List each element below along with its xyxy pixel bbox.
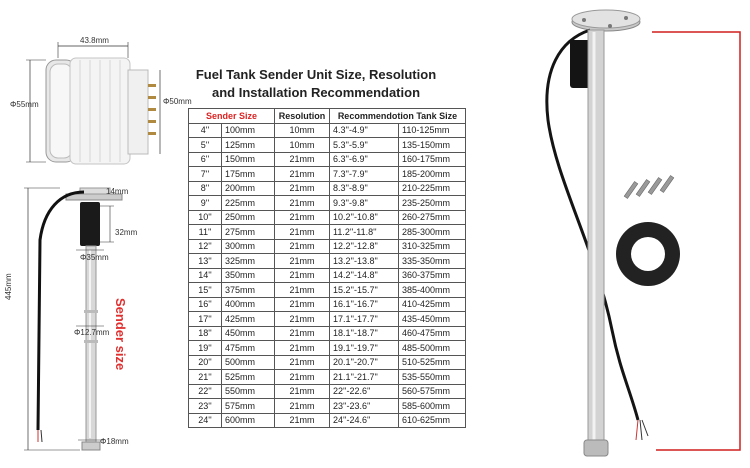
table-cell: 600mm: [222, 413, 275, 428]
table-cell: 21mm: [275, 210, 330, 225]
table-cell: 8'': [189, 181, 222, 196]
table-cell: 135-150mm: [399, 138, 466, 153]
table-cell: 18'': [189, 326, 222, 341]
table-cell: 335-350mm: [399, 254, 466, 269]
bottom-diameter-label: Φ18mm: [100, 437, 129, 446]
table-cell: 20'': [189, 355, 222, 370]
title-line-1: Fuel Tank Sender Unit Size, Resolution: [195, 67, 437, 82]
header-tank-size: Recommendotion Tank Size: [330, 109, 466, 124]
title-line-2: and Installation Recommendation: [211, 85, 421, 100]
table-cell: 13.2''-13.8'': [330, 254, 399, 269]
table-cell: 500mm: [222, 355, 275, 370]
table-cell: 425mm: [222, 312, 275, 327]
table-cell: 160-175mm: [399, 152, 466, 167]
table-cell: 14'': [189, 268, 222, 283]
table-cell: 10'': [189, 210, 222, 225]
table-cell: 12.2''-12.8'': [330, 239, 399, 254]
table-cell: 11'': [189, 225, 222, 240]
table-cell: 14.2''-14.8'': [330, 268, 399, 283]
table-cell: 7.3''-7.9'': [330, 167, 399, 182]
table-cell: 21mm: [275, 268, 330, 283]
table-cell: 375mm: [222, 283, 275, 298]
table-cell: 21mm: [275, 384, 330, 399]
table-cell: 225mm: [222, 196, 275, 211]
table-row: [189, 196, 466, 211]
table-cell: 535-550mm: [399, 370, 466, 385]
table-cell: 250mm: [222, 210, 275, 225]
table-row: [189, 167, 466, 182]
table-cell: 21mm: [275, 312, 330, 327]
table-row: [189, 152, 466, 167]
page-title: [186, 66, 446, 102]
table-cell: 21mm: [275, 355, 330, 370]
table-cell: 525mm: [222, 370, 275, 385]
table-cell: 610-625mm: [399, 413, 466, 428]
table-cell: 24'': [189, 413, 222, 428]
table-cell: 12'': [189, 239, 222, 254]
table-cell: 18.1''-18.7'': [330, 326, 399, 341]
table-cell: 175mm: [222, 167, 275, 182]
table-cell: 21mm: [275, 152, 330, 167]
table-cell: 15'': [189, 283, 222, 298]
table-cell: 510-525mm: [399, 355, 466, 370]
table-cell: 385-400mm: [399, 283, 466, 298]
table-cell: 21mm: [275, 341, 330, 356]
table-cell: 17.1''-17.7'': [330, 312, 399, 327]
table-row: [189, 254, 466, 269]
table-cell: 260-275mm: [399, 210, 466, 225]
gauge-width-label: 43.8mm: [80, 36, 109, 45]
table-row: [189, 355, 466, 370]
table-cell: 21mm: [275, 196, 330, 211]
table-cell: 10.2''-10.8'': [330, 210, 399, 225]
sender-size-label: Sender size: [113, 298, 128, 371]
spec-table: [188, 108, 466, 428]
table-cell: 275mm: [222, 225, 275, 240]
table-row: [189, 326, 466, 341]
table-row: [189, 225, 466, 240]
sender-drawing: [0, 180, 190, 468]
table-cell: 21mm: [275, 399, 330, 414]
table-cell: 5.3''-5.9'': [330, 138, 399, 153]
table-row: [189, 239, 466, 254]
table-row: [189, 341, 466, 356]
table-cell: 8.3''-8.9'': [330, 181, 399, 196]
table-cell: 110-125mm: [399, 123, 466, 138]
table-cell: 21mm: [275, 181, 330, 196]
table-cell: 21mm: [275, 239, 330, 254]
table-cell: 235-250mm: [399, 196, 466, 211]
table-body: [189, 123, 466, 428]
header-resolution: Resolution: [275, 109, 330, 124]
table-row: [189, 283, 466, 298]
table-cell: 23'': [189, 399, 222, 414]
table-cell: 4.3''-4.9'': [330, 123, 399, 138]
table-cell: 22''-22.6'': [330, 384, 399, 399]
table-header-row: [189, 109, 466, 124]
table-row: [189, 268, 466, 283]
table-cell: 21mm: [275, 167, 330, 182]
table-cell: 10mm: [275, 138, 330, 153]
table-cell: 22'': [189, 384, 222, 399]
table-cell: 19.1''-19.7'': [330, 341, 399, 356]
sender-length-label: 445mm: [4, 273, 13, 300]
table-cell: 16'': [189, 297, 222, 312]
table-cell: 185-200mm: [399, 167, 466, 182]
table-cell: 20.1''-20.7'': [330, 355, 399, 370]
header-sender-size: Sender Size: [189, 109, 275, 124]
table-cell: 325mm: [222, 254, 275, 269]
table-cell: 9.3''-9.8'': [330, 196, 399, 211]
table-cell: 300mm: [222, 239, 275, 254]
table-row: [189, 210, 466, 225]
table-cell: 21mm: [275, 225, 330, 240]
table-cell: 585-600mm: [399, 399, 466, 414]
table-cell: 4'': [189, 123, 222, 138]
table-row: [189, 370, 466, 385]
table-cell: 150mm: [222, 152, 275, 167]
table-cell: 350mm: [222, 268, 275, 283]
table-cell: 21.1''-21.7'': [330, 370, 399, 385]
table-cell: 5'': [189, 138, 222, 153]
table-cell: 21mm: [275, 283, 330, 298]
table-row: [189, 384, 466, 399]
table-row: [189, 123, 466, 138]
table-row: [189, 413, 466, 428]
table-cell: 21mm: [275, 254, 330, 269]
table-cell: 6.3''-6.9'': [330, 152, 399, 167]
table-cell: 21mm: [275, 297, 330, 312]
table-cell: 21mm: [275, 413, 330, 428]
table-cell: 410-425mm: [399, 297, 466, 312]
flange-height-label: 14mm: [106, 187, 129, 196]
table-cell: 450mm: [222, 326, 275, 341]
gauge-height-label: Φ55mm: [10, 100, 39, 109]
table-cell: 310-325mm: [399, 239, 466, 254]
table-cell: 210-225mm: [399, 181, 466, 196]
table-cell: 17'': [189, 312, 222, 327]
table-cell: 200mm: [222, 181, 275, 196]
table-cell: 400mm: [222, 297, 275, 312]
table-cell: 19'': [189, 341, 222, 356]
float-height-label: 32mm: [115, 228, 138, 237]
table-cell: 125mm: [222, 138, 275, 153]
table-row: [189, 138, 466, 153]
table-cell: 285-300mm: [399, 225, 466, 240]
gauge-body-label: Φ50mm: [163, 97, 192, 106]
table-cell: 21mm: [275, 326, 330, 341]
table-cell: 6'': [189, 152, 222, 167]
table-cell: 475mm: [222, 341, 275, 356]
table-cell: 21'': [189, 370, 222, 385]
table-cell: 550mm: [222, 384, 275, 399]
table-cell: 460-475mm: [399, 326, 466, 341]
table-row: [189, 297, 466, 312]
table-cell: 7'': [189, 167, 222, 182]
table-cell: 11.2''-11.8'': [330, 225, 399, 240]
table-cell: 360-375mm: [399, 268, 466, 283]
rod-diameter-label: Φ12.7mm: [74, 328, 110, 337]
table-row: [189, 312, 466, 327]
table-cell: 15.2''-15.7'': [330, 283, 399, 298]
table-cell: 16.1''-16.7'': [330, 297, 399, 312]
table-cell: 9'': [189, 196, 222, 211]
table-cell: 10mm: [275, 123, 330, 138]
product-photo: [530, 0, 750, 468]
table-cell: 24''-24.6'': [330, 413, 399, 428]
table-cell: 21mm: [275, 370, 330, 385]
table-cell: 485-500mm: [399, 341, 466, 356]
table-cell: 435-450mm: [399, 312, 466, 327]
table-cell: 100mm: [222, 123, 275, 138]
table-cell: 560-575mm: [399, 384, 466, 399]
table-row: [189, 399, 466, 414]
table-cell: 13'': [189, 254, 222, 269]
table-cell: 23''-23.6'': [330, 399, 399, 414]
float-diameter-label: Φ35mm: [80, 253, 109, 262]
table-cell: 575mm: [222, 399, 275, 414]
table-row: [189, 181, 466, 196]
gauge-drawing: [0, 0, 190, 180]
